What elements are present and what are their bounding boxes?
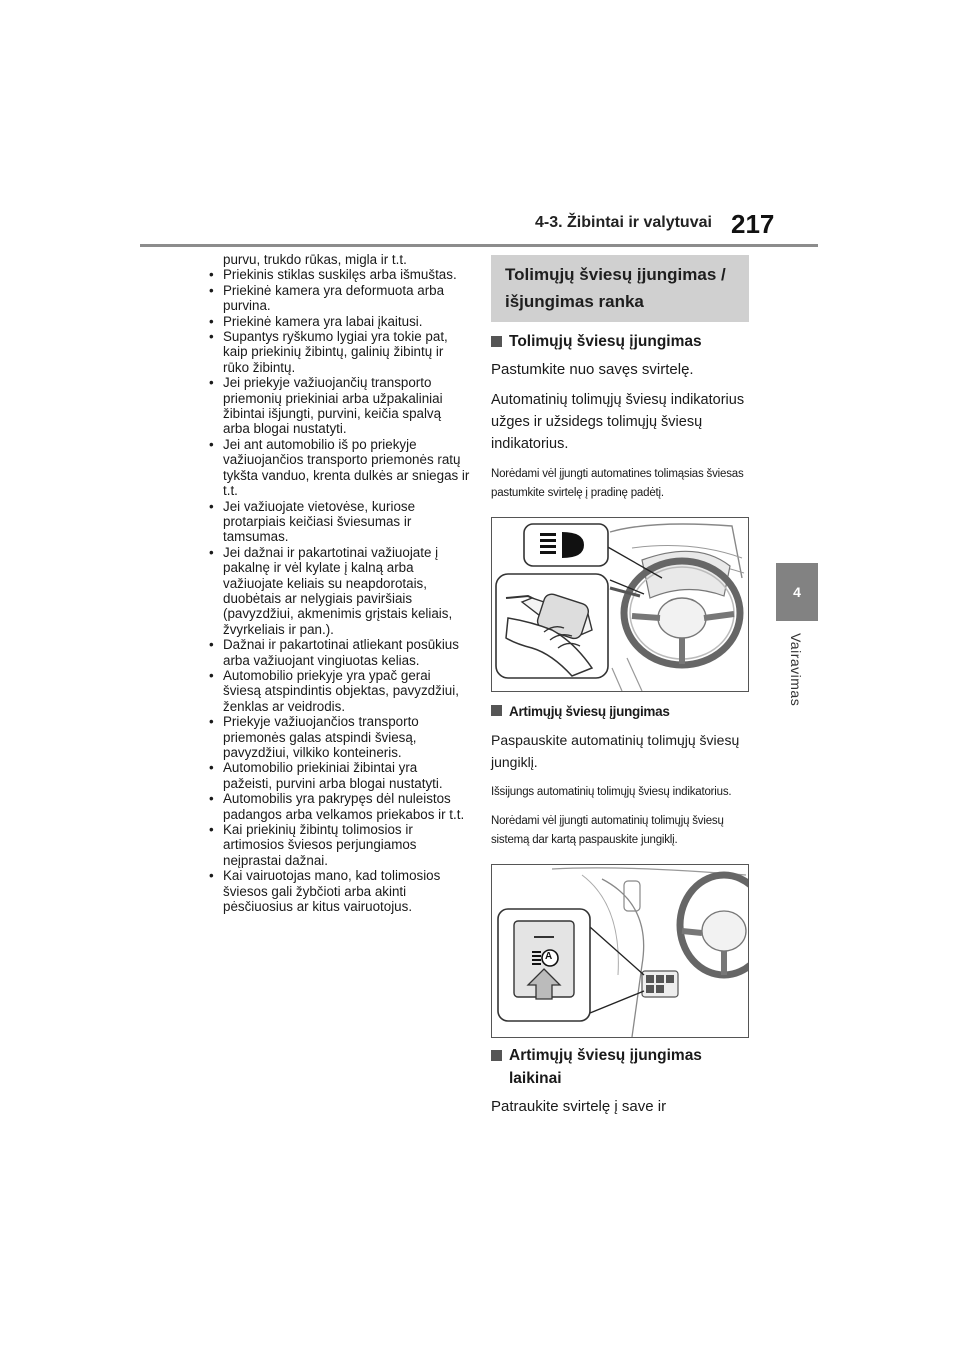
- list-item: • Jei priekyje važiuojančių transporto priemonių priekiniai arba užpakaliniai žibintai išjungti, purvini, keičia spalvą arba blogai nustatyti.: [200, 375, 470, 437]
- list-item: • Kai priekinių žibintų tolimosios ir artimosios šviesos perjungiamos neįprastai dažnai.: [200, 822, 470, 868]
- section-title: 4-3. Žibintai ir valytuvai: [535, 214, 712, 231]
- chapter-label: Vairavimas: [788, 633, 804, 707]
- chapter-tab[interactable]: [776, 563, 818, 621]
- list-item: • Jei važiuojate vietovėse, kuriose protarpiais keičiasi šviesumas ir tamsumas.: [200, 499, 470, 545]
- square-bullet-icon: [491, 1050, 502, 1061]
- body-text: Paspauskite automatinių tolimųjų šviesų jungiklį.: [491, 732, 740, 770]
- auto-high-beam-switch-illustration: [492, 865, 748, 1037]
- left-column: [200, 252, 470, 914]
- body-text: Patraukite svirtelę į save ir: [491, 1098, 667, 1115]
- list-item: • Automobilio priekyje yra ypač gerai šviesą atspindintis objektas, pavyzdžiui, ženklas ar veidrodis.: [200, 668, 470, 714]
- list-item: • Priekinė kamera yra labai įkaitusi.: [200, 314, 470, 329]
- list-item: • Jei ant automobilio iš po priekyje važiuojančios transporto priemonės ratų tykšta vanduo, krenta dulkės ar sniegas ir t.t.: [200, 437, 470, 499]
- section-heading: Tolimųjų šviesų įjungimas / išjungimas ranka: [491, 255, 749, 322]
- continued-text: purvu, trukdo rūkas, migla ir t.t.: [223, 252, 407, 267]
- subheading-text: Artimųjų šviesų įjungimas: [509, 704, 670, 719]
- list-item: • Automobilis yra pakrypęs dėl nuleistos padangos arba velkamos priekabos ir t.t.: [200, 791, 470, 822]
- figure-auto-switch: [491, 864, 749, 1038]
- subheading-high-beam-on: [491, 330, 749, 353]
- subheading-text: Artimųjų šviesų įjungimas laikinai: [509, 1047, 702, 1087]
- figure-lever-push: [491, 517, 749, 692]
- subheading-text: Tolimųjų šviesų įjungimas: [509, 333, 702, 350]
- list-item: • Priekyje važiuojančios transporto priemonės galas atspindi šviesą, pavyzdžiui, vilkiko konteineris.: [200, 714, 470, 760]
- square-bullet-icon: [491, 705, 502, 716]
- page-number: 217: [731, 209, 775, 239]
- header-divider: [140, 244, 818, 247]
- note-text: Išsijungs automatinių tolimųjų šviesų indikatorius.: [491, 786, 732, 798]
- note-text: Norėdami vėl įjungti automatinių tolimųjų šviesų sistemą dar kartą paspauskite jungiklį.: [491, 815, 724, 846]
- list-item: • Supantys ryškumo lygiai yra tokie pat, kaip priekinių žibintų, galinių žibintų ir rūko žibintų.: [200, 329, 470, 375]
- switch-letter: A: [545, 951, 553, 962]
- right-column: [491, 255, 749, 1118]
- list-item: • Automobilio priekiniai žibintai yra pažeisti, purvini arba blogai nustatyti.: [200, 760, 470, 791]
- list-item: • Priekinė kamera yra deformuota arba purvina.: [200, 283, 470, 314]
- body-text: Automatinių tolimųjų šviesų indikatorius užges ir užsidegs tolimųjų šviesų indikatorius.: [491, 392, 745, 452]
- list-item: • Kai vairuotojas mano, kad tolimosios šviesos gali žybčioti arba akinti pėsčiuosius ar kitus vairuotojus.: [200, 868, 470, 914]
- square-bullet-icon: [491, 336, 502, 347]
- subheading-low-beam-on: [491, 700, 749, 723]
- steering-lever-illustration: [492, 518, 748, 691]
- body-text: Pastumkite nuo savęs svirtelę.: [491, 361, 694, 378]
- chapter-number: 4: [793, 584, 801, 600]
- list-item: • Dažnai ir pakartotinai atliekant posūkius arba važiuojant vingiuotas kelias.: [200, 637, 470, 668]
- subheading-low-beam-temporary: [491, 1044, 749, 1090]
- note-text: Norėdami vėl įjungti automatines tolimąsias šviesas pastumkite svirtelę į pradinę padėtį.: [491, 468, 744, 499]
- conditions-list: [200, 267, 470, 914]
- list-item: • Priekinis stiklas suskilęs arba išmuštas.: [200, 267, 470, 282]
- list-item: • Jei dažnai ir pakartotinai važiuojate į pakalnę ir vėl kylate į kalną arba važiuojate keliais su neapdorotais, duobėtais ar nelygiais paviršiais (pavyzdžiui, akmenimis grįstais keliais, žvyrkeliais ir pan.).: [200, 545, 470, 637]
